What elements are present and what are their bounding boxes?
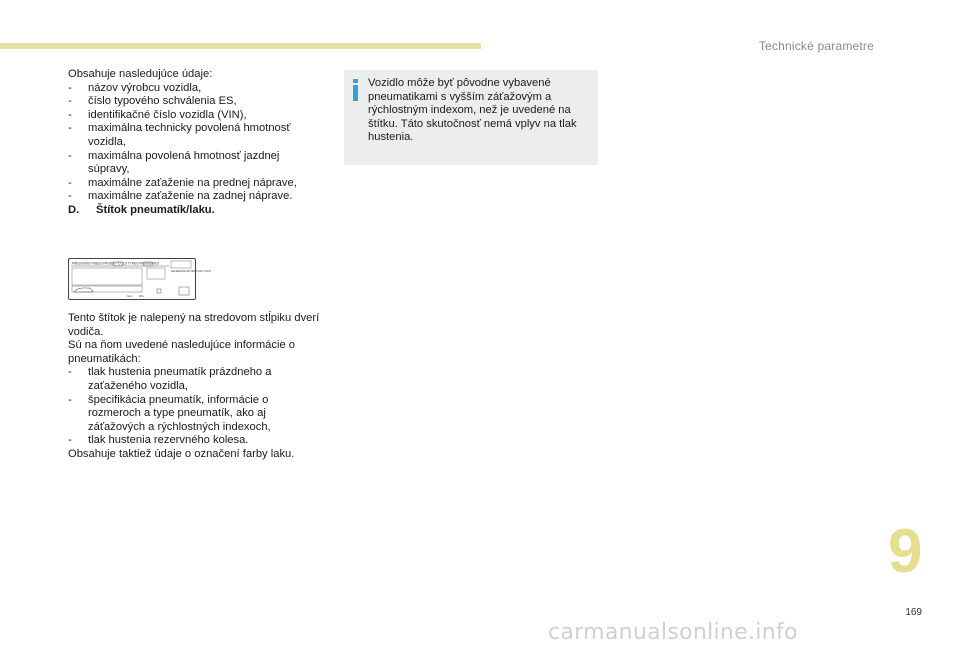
section-title: Technické parametre: [758, 39, 874, 53]
data-list-section: [68, 68, 318, 218]
info-icon: [352, 79, 359, 101]
list-item: - identifikačné číslo vozidla (VIN),: [68, 109, 318, 123]
label-title: PRESSIONS PNEUS FROIDS / COLD TYRES PRESSURES: [72, 261, 159, 266]
section-heading: [68, 204, 318, 218]
paragraph: Obsahuje taktiež údaje o označení farby laku.: [68, 447, 295, 460]
page-number: 169: [905, 607, 922, 618]
info-note-text: Vozidlo môže byť pôvodne vybavené pneumatikami s vyšším záťažovým a rýchlostným indexom, než je uvedené na štítku. Táto skutočnosť nemá vplyv na tlak hustenia.: [368, 77, 577, 144]
list-item: - názov výrobcu vozidla,: [68, 82, 318, 96]
tyre-label-illustration: [68, 258, 212, 300]
tyre-label-description: [68, 312, 320, 462]
list-item: - maximálne zaťaženie na zadnej náprave.: [68, 190, 318, 204]
intro-text: Obsahuje nasledujúce údaje:: [68, 68, 213, 80]
tyre-label-drawing: [69, 259, 212, 299]
info-note-box: [344, 70, 598, 165]
data-list: [68, 82, 318, 204]
heading-text: Štítok pneumatík/laku.: [96, 203, 215, 216]
list-item: - maximálna povolená hmotnosť jazdnej súpravy,: [68, 150, 318, 177]
list-item: - maximálna technicky povolená hmotnosť vozidla,: [68, 122, 318, 149]
label-units: bars: [127, 294, 133, 298]
list-item: - číslo typového schválenia ES,: [68, 95, 318, 109]
paragraph: Sú na ňom uvedené nasledujúce informácie o pneumatikách:: [68, 339, 296, 365]
list-item: - tlak hustenia rezervného kolesa.: [68, 434, 320, 448]
label-small-text: REFERENCE DE PEINTURE / PAINT: [171, 270, 212, 273]
chapter-number: 9: [888, 517, 923, 586]
car-side-icon: [74, 288, 93, 292]
header-accent-bar: [0, 43, 481, 49]
tyre-info-list: [68, 366, 320, 448]
watermark: carmanualsonline.info: [548, 620, 798, 645]
list-item: - maximálne zaťaženie na prednej náprave,: [68, 177, 318, 191]
label-units-kpa: kPa: [139, 294, 144, 298]
list-item: - tlak hustenia pneumatík prázdneho a zaťaženého vozidla,: [68, 366, 320, 393]
list-item: - špecifikácia pneumatík, informácie o rozmeroch a type pneumatík, ako aj záťažových a rýchlostných indexoch,: [68, 394, 320, 435]
paragraph: Tento štítok je nalepený na stredovom stĺpiku dverí vodiča.: [68, 312, 320, 338]
heading-letter: D.: [68, 203, 80, 216]
